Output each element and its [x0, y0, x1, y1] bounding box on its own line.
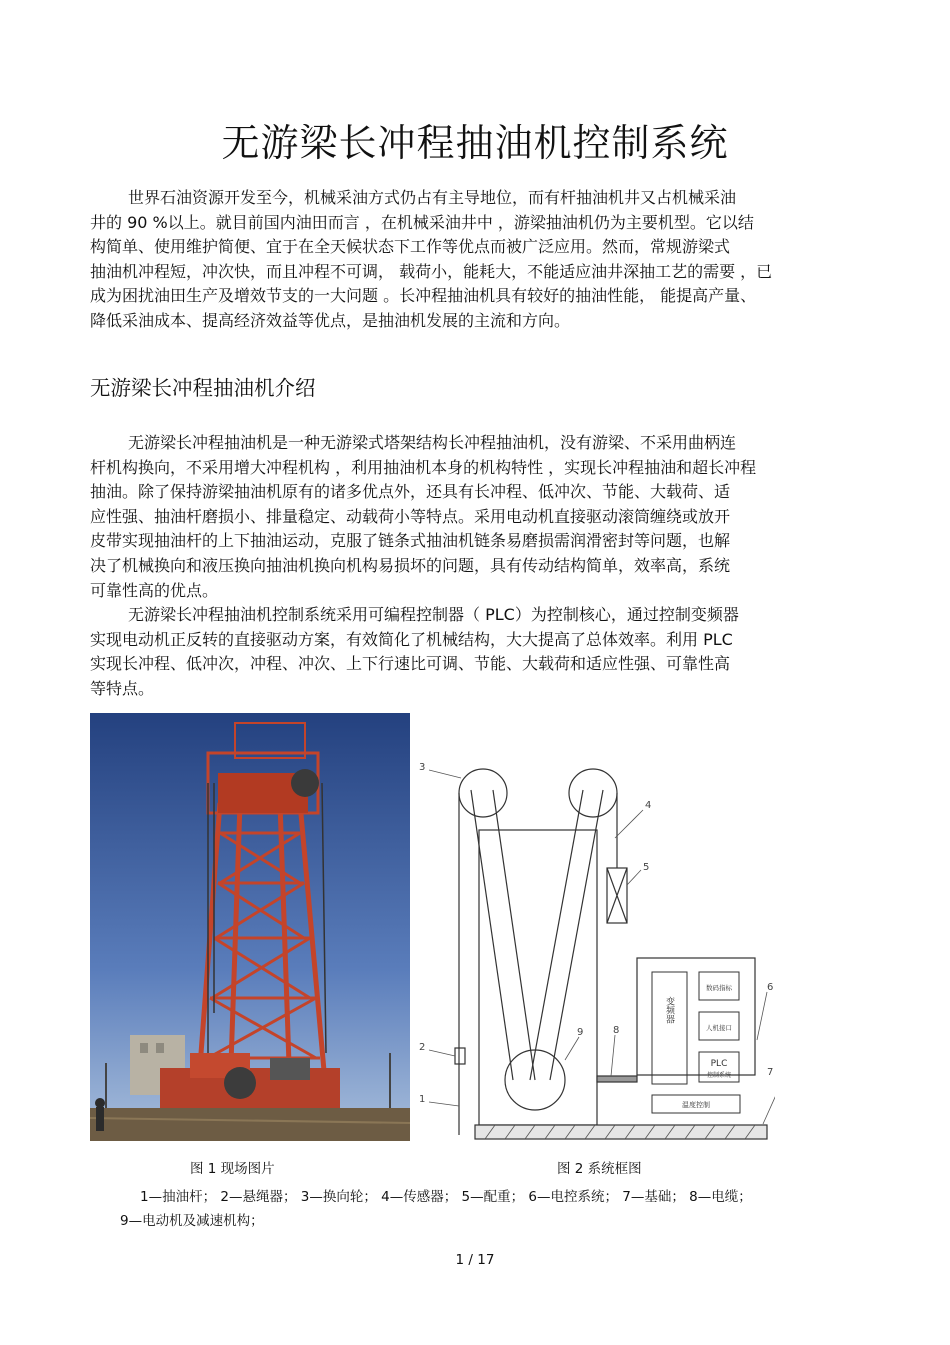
text-line: 世界石油资源开发至今，机械采油方式仍占有主导地位，而有杆抽油机井又占机械采油 — [128, 188, 737, 207]
figure-legend — [120, 1185, 860, 1233]
section-heading: 无游梁长冲程抽油机介绍 — [90, 376, 316, 400]
text-line: 无游梁长冲程抽油机控制系统采用可编程控制器（ PLC）为控制核心，通过控制变频器 — [128, 605, 739, 625]
text-line: 决了机械换向和液压换向抽油机换向机构易损坏的问题，具有传动结构简单，效率高，系统 — [90, 555, 731, 575]
diagram-label-2: 2 — [419, 1042, 426, 1053]
plc-box-title: PLC — [710, 1059, 728, 1069]
text-line: 实现电动机正反转的直接驱动方案，有效简化了机械结构，大大提高了总体效率。利用 PLC — [90, 629, 733, 649]
text-line: 抽油机冲程短，冲次快，而且冲程不可调， 载荷小，能耗大，不能适应油井深抽工艺的需要 ，已 — [90, 261, 773, 281]
status-box-label: 数码指标 — [706, 984, 732, 992]
intro-description-paragraph — [90, 431, 862, 702]
text-line: 杆机构换向，不采用增大冲程机构 ，利用抽油机本身的机构特性 ，实现长冲程抽油和超长冲程 — [90, 457, 757, 477]
diagram-label-1: 1 — [419, 1094, 426, 1105]
text-line: 井的 90 %以上。就目前国内油田而言 ，在机械采油井中 ，游梁抽油机仍为主要机型。它以结 — [90, 212, 754, 232]
vfd-label: 变频器 — [664, 996, 674, 1024]
figure-2-caption: 图 2 系统框图 — [557, 1161, 642, 1177]
diagram-label-4: 4 — [645, 800, 652, 811]
text-line: 皮带实现抽油杆的上下抽油运动，克服了链条式抽油机链条易磨损需润滑密封等问题，也解 — [90, 531, 731, 551]
text-line: 实现长冲程、低冲次，冲程、冲次、上下行速比可调、节能、大载荷和适应性强、可靠性高 — [90, 654, 731, 674]
intro-paragraph — [90, 186, 862, 334]
diagram-label-7: 7 — [767, 1067, 774, 1078]
diagram-label-8: 8 — [613, 1025, 620, 1036]
text-line: 应性强、抽油杆磨损小、排量稳定、动载荷小等特点。采用电动机直接驱动滚筒缠绕或放开 — [90, 506, 731, 526]
hmi-box-label: 人机接口 — [706, 1024, 732, 1032]
reversing-pulley-right — [569, 769, 617, 817]
text-line: 成为困扰油田生产及增效节支的一大问题 。长冲程抽油机具有较好的抽油性能， 能提高产量、 — [90, 286, 757, 306]
page-indicator: 1 / 17 — [455, 1252, 495, 1268]
temp-box-label: 温度控制 — [682, 1101, 710, 1109]
page-title: 无游梁长冲程抽油机控制系统 — [221, 121, 729, 165]
text-line: 无游梁长冲程抽油机是一种无游梁式塔架结构长冲程抽油机，没有游梁、不采用曲柄连 — [128, 433, 737, 452]
diagram-label-9: 9 — [577, 1027, 584, 1038]
legend-line: 1—抽油杆； 2—悬绳器； 3—换向轮； 4—传感器； 5—配重； 6—电控系统； 7—基础； 8—电缆； — [140, 1189, 752, 1205]
system-diagram — [415, 750, 775, 1150]
diagram-label-5: 5 — [643, 862, 650, 873]
diagram-label-3: 3 — [419, 762, 426, 773]
figure-1-caption: 图 1 现场图片 — [190, 1161, 275, 1177]
site-photo — [90, 713, 410, 1141]
reversing-pulley-left — [459, 769, 507, 817]
text-line: 降低采油成本、提高经济效益等优点，是抽油机发展的主流和方向。 — [90, 310, 571, 330]
plc-box-subtitle: 控制系统 — [706, 1072, 732, 1079]
text-line: 等特点。 — [90, 678, 155, 698]
control-cabinet — [637, 958, 755, 1075]
text-line: 可靠性高的优点。 — [90, 580, 219, 600]
text-line: 构简单、使用维护简便、宜于在全天候状态下工作等优点而被广泛应用。然而，常规游梁式 — [90, 237, 731, 257]
diagram-label-6: 6 — [767, 982, 774, 993]
legend-line: 9—电动机及减速机构； — [120, 1213, 264, 1229]
text-line: 抽油。除了保持游梁抽油机原有的诸多优点外，还具有长冲程、低冲次、节能、大载荷、适 — [90, 482, 731, 502]
